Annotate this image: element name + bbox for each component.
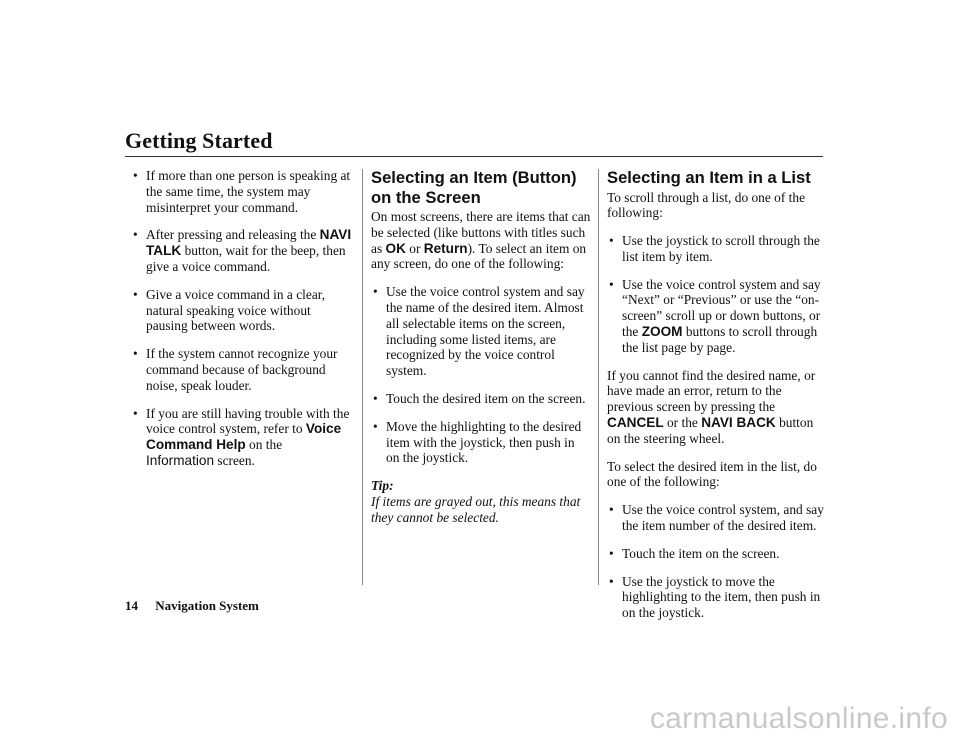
text-run: On most screens, there are items that can be selected (like buttons with titles such as <box>371 209 591 256</box>
page-footer <box>125 598 259 614</box>
text-run: After pressing and releasing the <box>146 227 320 243</box>
column-2 <box>371 168 591 526</box>
emphasis-term: CANCEL <box>607 415 664 431</box>
text-run: button, wait for the beep, then give a voice command. <box>146 243 346 274</box>
col3-bullet <box>607 546 829 562</box>
title-rule <box>125 156 823 157</box>
text-run: If you are still having trouble with the voice control system, refer to <box>146 405 350 437</box>
footer-title: Navigation System <box>155 598 259 613</box>
col2-intro <box>371 209 591 272</box>
emphasis-term: NAVI TALK <box>146 227 352 259</box>
column-3 <box>607 168 829 633</box>
col3-bullet <box>607 233 829 265</box>
col1-bullet <box>131 227 353 274</box>
emphasis-term: ZOOM <box>641 324 683 340</box>
tip-label: Tip: <box>371 478 394 494</box>
col3-bullet <box>607 502 829 534</box>
section-heading-select-list: Selecting an Item in a List <box>607 168 811 187</box>
col3-paragraph-select <box>607 459 829 491</box>
col1-bullet <box>131 406 353 469</box>
text-run: Use the voice control system and say the name of the desired item. Almost all selectable items on the screen, including some listed items, are recognized by the voice control system. <box>386 284 585 379</box>
text-run: or the <box>663 415 702 431</box>
tip-text: If items are grayed out, this means that they cannot be selected. <box>371 493 581 525</box>
emphasis-term: OK <box>385 240 406 256</box>
col3-bullet <box>607 277 829 356</box>
text-run: on the <box>245 437 283 453</box>
col3-bullet-list-2 <box>607 502 829 621</box>
text-run: Use the voice control system, and say the item number of the desired item. <box>622 502 824 534</box>
col2-bullet <box>371 284 591 379</box>
text-run: screen. <box>214 452 255 468</box>
text-run: Use the voice control system and say “Next” or “Previous” or use the “on-screen” scroll up or down buttons, or the <box>622 276 821 340</box>
watermark-text[interactable]: carmanualsonline.info <box>649 702 948 735</box>
col3-bullet-list-1 <box>607 233 829 356</box>
text-run: Use the joystick to move the highlighting to the item, then push in on the joystick. <box>622 573 821 621</box>
text-run: Use the joystick to scroll through the list item by item. <box>622 233 820 264</box>
col1-bullet <box>131 168 353 215</box>
column-divider-1 <box>362 169 363 585</box>
text-run: Give a voice command in a clear, natural speaking voice without pausing between words. <box>146 286 326 334</box>
col2-bullet-list <box>371 284 591 466</box>
text-run: buttons to scroll through the list page by page. <box>622 324 818 355</box>
emphasis-term: NAVI BACK <box>701 415 776 431</box>
col2-bullet <box>371 419 591 466</box>
text-run: button on the steering wheel. <box>607 415 814 446</box>
text-run: If more than one person is speaking at the same time, the system may misinterpret your command. <box>146 168 351 215</box>
emphasis-term: Information <box>146 452 215 468</box>
section-heading-select-button: Selecting an Item (Button) on the Screen <box>371 168 577 207</box>
page-title: Getting Started <box>125 128 273 153</box>
text-run: or <box>405 240 424 256</box>
col2-bullet <box>371 391 591 407</box>
text-run: Touch the desired item on the screen. <box>386 390 586 406</box>
col1-bullet <box>131 287 353 334</box>
text-run: ). To select an item on any screen, do one of the following: <box>371 240 587 272</box>
page-number: 14 <box>125 598 138 613</box>
text-run: To scroll through a list, do one of the following: <box>607 189 806 221</box>
col3-paragraph-cancel <box>607 368 829 447</box>
col3-intro <box>607 190 829 222</box>
text-run: Touch the item on the screen. <box>622 545 780 561</box>
emphasis-term: Return <box>423 240 468 256</box>
text-run: If you cannot find the desired name, or have made an error, return to the previous screen by pressing the <box>607 367 816 415</box>
col1-bullet-list <box>131 168 353 469</box>
column-1 <box>131 168 353 481</box>
col1-bullet <box>131 346 353 393</box>
text-run: If the system cannot recognize your command because of background noise, speak louder. <box>146 346 338 393</box>
column-divider-2 <box>598 169 599 585</box>
emphasis-term: Voice Command Help <box>146 421 342 453</box>
col3-bullet <box>607 574 829 621</box>
text-run: Move the highlighting to the desired item with the joystick, then push in on the joystick. <box>386 418 582 466</box>
text-run: To select the desired item in the list, do one of the following: <box>607 458 817 490</box>
